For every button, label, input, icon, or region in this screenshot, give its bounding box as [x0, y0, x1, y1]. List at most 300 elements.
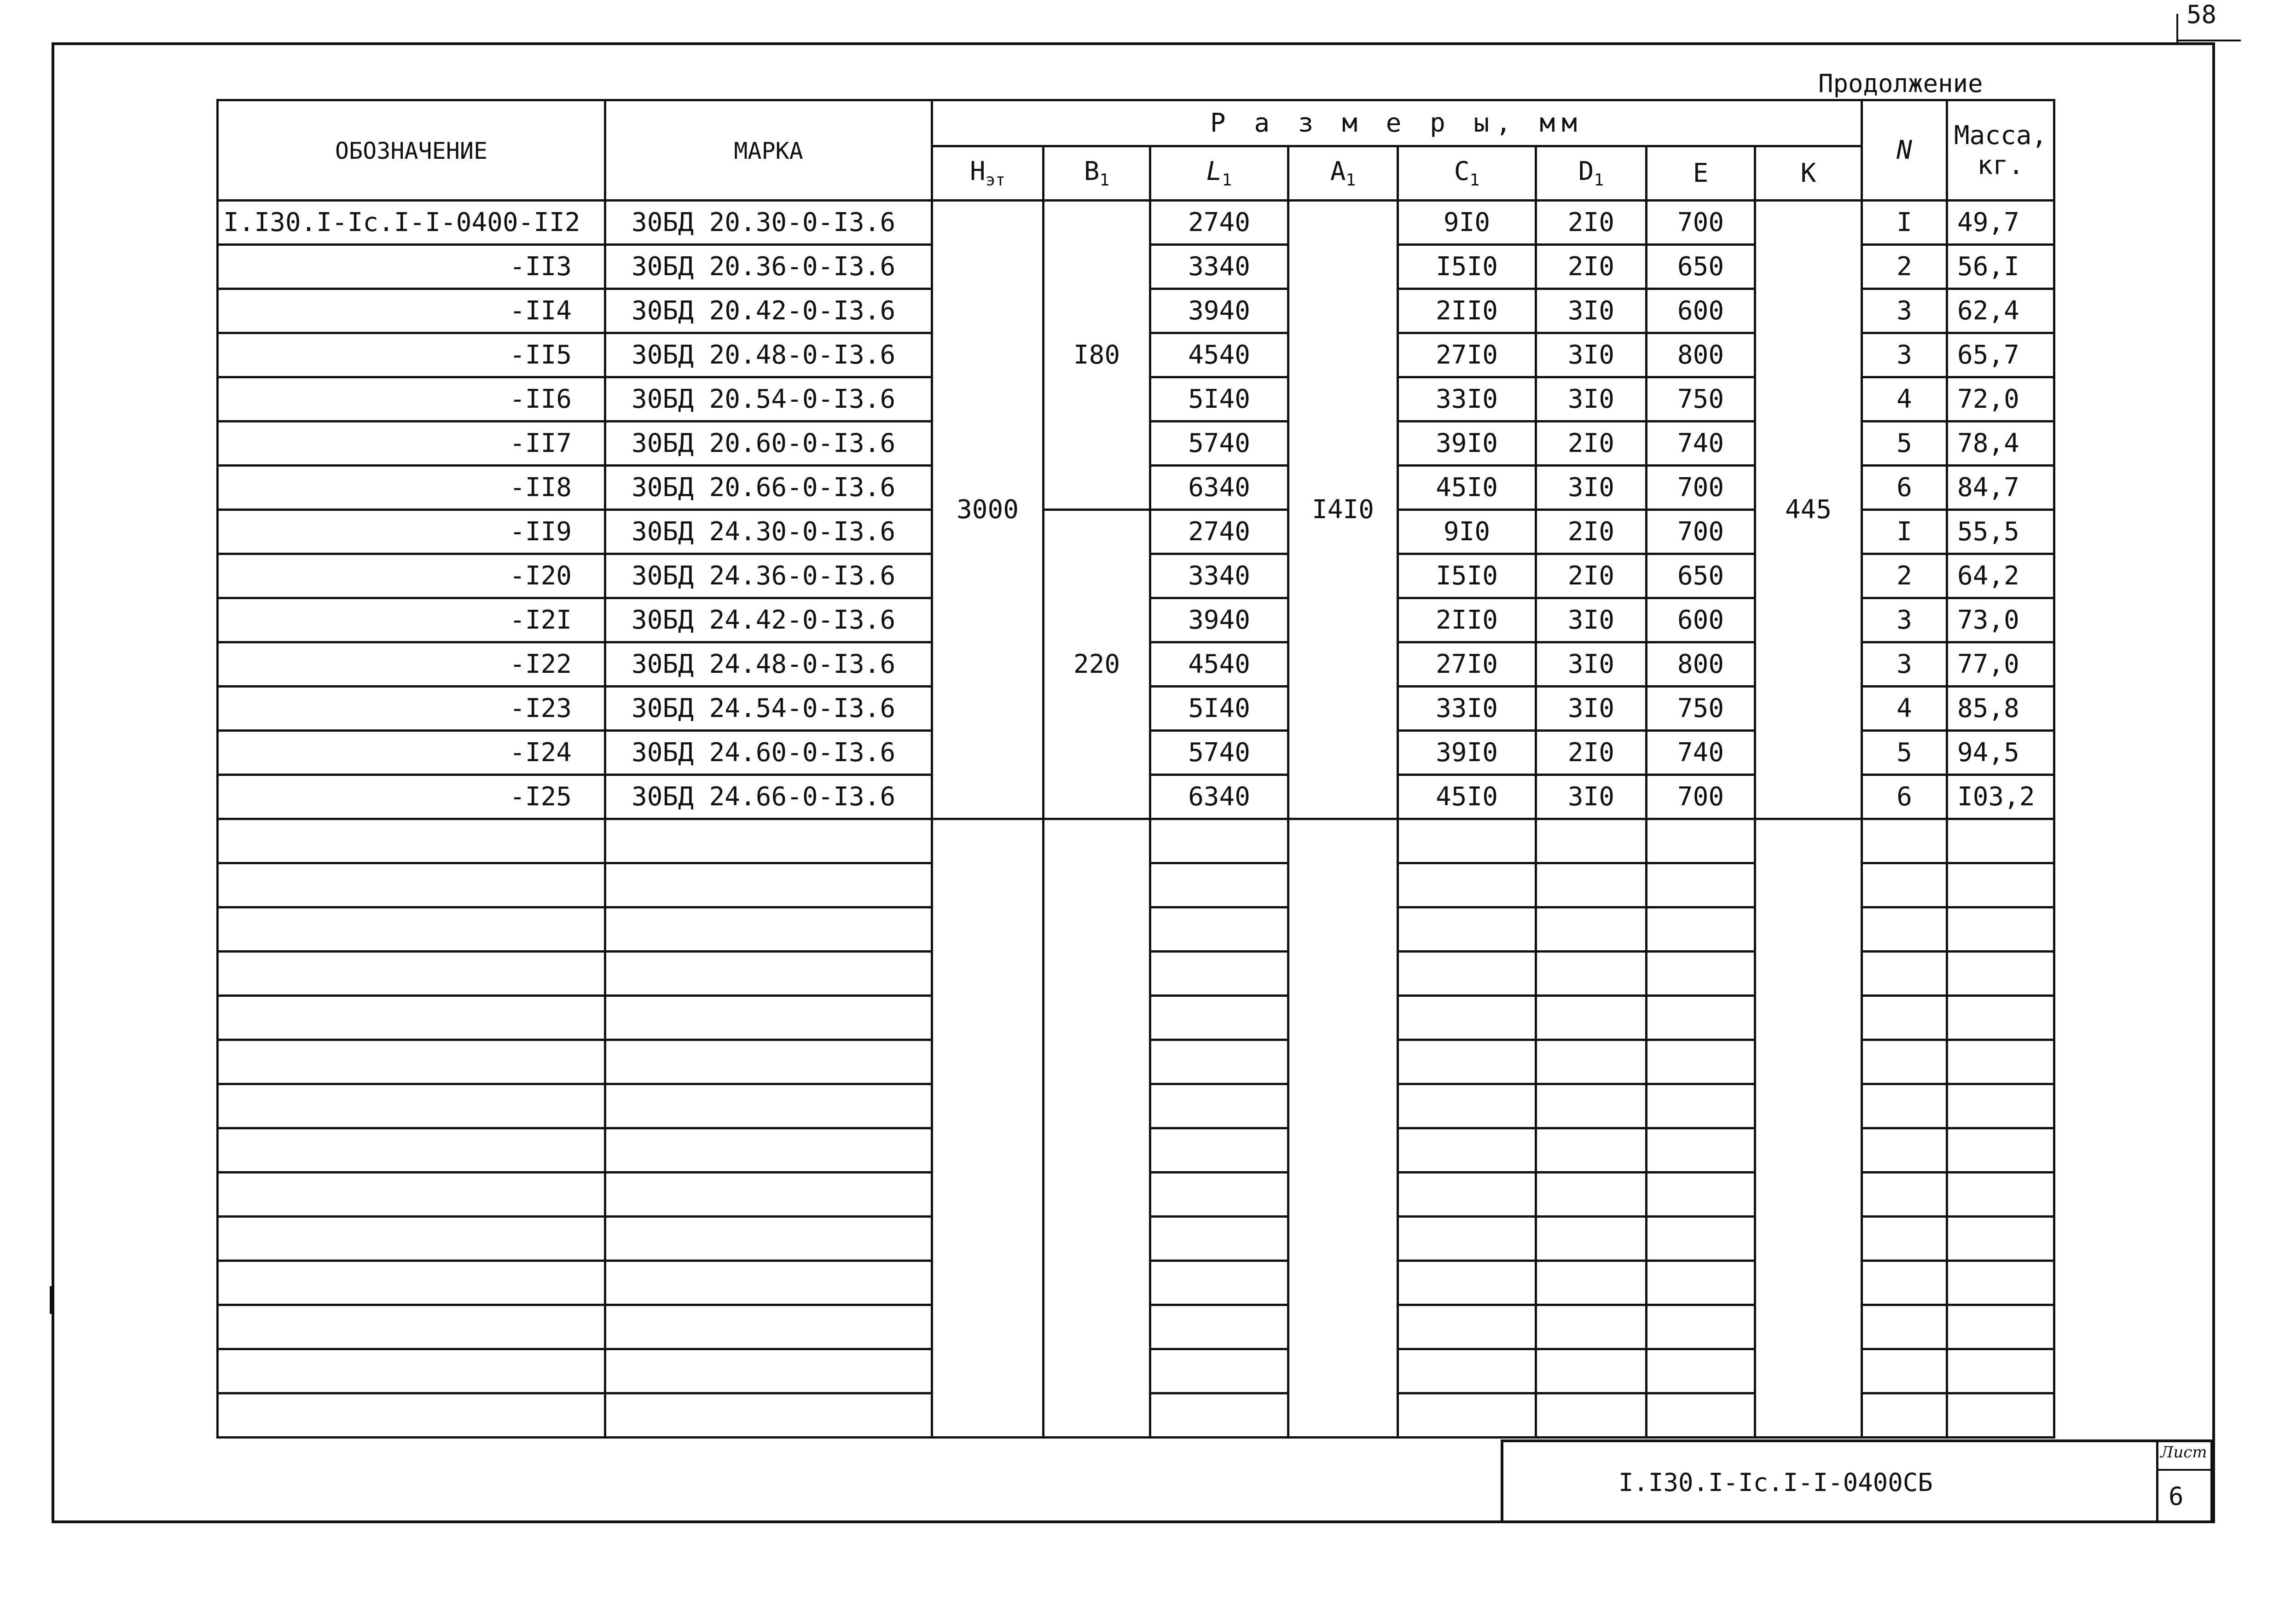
- empty-cell: [932, 996, 1044, 1040]
- header-mass: Масса, кг.: [1947, 100, 2054, 201]
- empty-cell: [1150, 1393, 1288, 1438]
- c1-cell: I5I0: [1398, 245, 1536, 289]
- n-cell: 5: [1862, 731, 1947, 775]
- empty-cell: [1647, 1217, 1755, 1261]
- empty-cell: [1755, 1305, 1862, 1349]
- n-cell: 3: [1862, 598, 1947, 642]
- e-cell: 700: [1647, 466, 1755, 510]
- empty-cell: [1044, 1040, 1150, 1084]
- empty-cell: [932, 1040, 1044, 1084]
- mass-cell: 78,4: [1947, 422, 2054, 466]
- mass-cell: 56,I: [1947, 245, 2054, 289]
- empty-cell: [1044, 1217, 1150, 1261]
- empty-table-row: [218, 1217, 2054, 1261]
- empty-cell: [218, 1040, 605, 1084]
- empty-cell: [1536, 1305, 1647, 1349]
- c1-cell: 33I0: [1398, 377, 1536, 422]
- document-code: I.I30.I-Ic.I-I-0400СБ: [1618, 1468, 1933, 1497]
- empty-cell: [1536, 1261, 1647, 1305]
- n-cell: 4: [1862, 687, 1947, 731]
- e-cell: 700: [1647, 510, 1755, 554]
- e-cell: 800: [1647, 642, 1755, 687]
- l1-cell: 6340: [1150, 466, 1288, 510]
- empty-cell: [1398, 1040, 1536, 1084]
- empty-cell: [218, 1128, 605, 1173]
- empty-cell: [1862, 819, 1947, 863]
- empty-cell: [1755, 863, 1862, 907]
- empty-cell: [1398, 1084, 1536, 1128]
- d1-cell: 3I0: [1536, 642, 1647, 687]
- mark-cell: 30БД 24.54-0-I3.6: [605, 687, 932, 731]
- d1-cell: 3I0: [1536, 775, 1647, 819]
- empty-cell: [605, 819, 932, 863]
- empty-cell: [1398, 952, 1536, 996]
- empty-cell: [1288, 996, 1398, 1040]
- mass-cell: 85,8: [1947, 687, 2054, 731]
- h-et-merged-cell: 3000: [932, 201, 1044, 819]
- empty-table-row: [218, 1305, 2054, 1349]
- empty-cell: [1755, 996, 1862, 1040]
- empty-cell: [1150, 863, 1288, 907]
- e-cell: 650: [1647, 554, 1755, 598]
- empty-cell: [932, 863, 1044, 907]
- mass-cell: 65,7: [1947, 333, 2054, 377]
- empty-cell: [1044, 1261, 1150, 1305]
- mark-cell: 30БД 24.66-0-I3.6: [605, 775, 932, 819]
- empty-table-row: [218, 1040, 2054, 1084]
- designation-cell: -II3: [218, 245, 605, 289]
- mass-cell: 64,2: [1947, 554, 2054, 598]
- mark-cell: 30БД 24.60-0-I3.6: [605, 731, 932, 775]
- designation-cell: I.I30.I-Ic.I-I-0400-II2: [218, 201, 605, 245]
- empty-cell: [218, 1305, 605, 1349]
- n-cell: 6: [1862, 466, 1947, 510]
- e-cell: 600: [1647, 289, 1755, 333]
- empty-cell: [1044, 952, 1150, 996]
- l1-cell: 5740: [1150, 731, 1288, 775]
- mass-cell: 55,5: [1947, 510, 2054, 554]
- empty-cell: [1647, 1173, 1755, 1217]
- specification-table: [216, 99, 2055, 1439]
- empty-cell: [605, 863, 932, 907]
- empty-cell: [1862, 1040, 1947, 1084]
- mark-cell: 30БД 20.48-0-I3.6: [605, 333, 932, 377]
- c1-cell: 45I0: [1398, 466, 1536, 510]
- mass-cell: 72,0: [1947, 377, 2054, 422]
- empty-cell: [1536, 952, 1647, 996]
- designation-cell: -I25: [218, 775, 605, 819]
- empty-cell: [605, 1261, 932, 1305]
- empty-cell: [1755, 907, 1862, 952]
- empty-cell: [932, 1217, 1044, 1261]
- e-cell: 700: [1647, 201, 1755, 245]
- empty-table-row: [218, 1349, 2054, 1393]
- empty-cell: [1044, 1305, 1150, 1349]
- empty-cell: [218, 1261, 605, 1305]
- empty-cell: [1755, 1084, 1862, 1128]
- b1-group1-cell: I80: [1044, 201, 1150, 510]
- designation-cell: -II8: [218, 466, 605, 510]
- frame-edge-mark: [50, 1286, 53, 1314]
- n-cell: 3: [1862, 333, 1947, 377]
- empty-cell: [932, 1084, 1044, 1128]
- mark-cell: 30БД 24.30-0-I3.6: [605, 510, 932, 554]
- empty-cell: [1862, 996, 1947, 1040]
- empty-table-row: [218, 1393, 2054, 1438]
- empty-cell: [605, 1393, 932, 1438]
- empty-cell: [1755, 1128, 1862, 1173]
- empty-cell: [1862, 1217, 1947, 1261]
- empty-cell: [1150, 1261, 1288, 1305]
- n-cell: 4: [1862, 377, 1947, 422]
- mass-cell: 73,0: [1947, 598, 2054, 642]
- d1-cell: 2I0: [1536, 245, 1647, 289]
- empty-cell: [932, 907, 1044, 952]
- mark-cell: 30БД 20.30-0-I3.6: [605, 201, 932, 245]
- empty-cell: [1398, 819, 1536, 863]
- sheet-number: 6: [2169, 1482, 2184, 1511]
- empty-cell: [1947, 819, 2054, 863]
- n-cell: 2: [1862, 245, 1947, 289]
- empty-cell: [1536, 1084, 1647, 1128]
- empty-cell: [932, 819, 1044, 863]
- empty-cell: [1647, 1040, 1755, 1084]
- n-cell: 3: [1862, 642, 1947, 687]
- empty-cell: [1947, 1084, 2054, 1128]
- e-cell: 700: [1647, 775, 1755, 819]
- empty-cell: [1536, 996, 1647, 1040]
- e-cell: 750: [1647, 687, 1755, 731]
- e-cell: 740: [1647, 422, 1755, 466]
- designation-cell: -I22: [218, 642, 605, 687]
- mark-cell: 30БД 20.54-0-I3.6: [605, 377, 932, 422]
- empty-cell: [1288, 1084, 1398, 1128]
- header-c1: $C_1$: [1398, 146, 1536, 201]
- empty-table-row: [218, 1173, 2054, 1217]
- sheet-cell: [2156, 1442, 2210, 1520]
- l1-cell: 4540: [1150, 642, 1288, 687]
- empty-cell: [1044, 1349, 1150, 1393]
- empty-cell: [1647, 1349, 1755, 1393]
- l1-cell: 5I40: [1150, 687, 1288, 731]
- empty-cell: [1398, 1217, 1536, 1261]
- mark-cell: 30БД 20.36-0-I3.6: [605, 245, 932, 289]
- mark-cell: 30БД 24.36-0-I3.6: [605, 554, 932, 598]
- empty-cell: [1862, 952, 1947, 996]
- empty-cell: [1755, 819, 1862, 863]
- designation-cell: -I23: [218, 687, 605, 731]
- b1-group2-cell: 220: [1044, 510, 1150, 819]
- empty-cell: [218, 907, 605, 952]
- empty-cell: [1288, 1128, 1398, 1173]
- empty-cell: [1150, 1040, 1288, 1084]
- empty-cell: [1647, 952, 1755, 996]
- empty-cell: [1288, 1040, 1398, 1084]
- empty-cell: [1536, 1217, 1647, 1261]
- continuation-label: Продолжение: [1818, 69, 1983, 98]
- empty-cell: [932, 1261, 1044, 1305]
- empty-cell: [1288, 1305, 1398, 1349]
- empty-cell: [1947, 952, 2054, 996]
- k-merged-cell: 445: [1755, 201, 1862, 819]
- empty-cell: [1755, 1173, 1862, 1217]
- c1-cell: 45I0: [1398, 775, 1536, 819]
- empty-cell: [1150, 952, 1288, 996]
- header-designation: ОБОЗНАЧЕНИЕ: [218, 100, 605, 201]
- header-b1: $B_1$: [1044, 146, 1150, 201]
- empty-cell: [605, 1349, 932, 1393]
- c1-cell: 39I0: [1398, 731, 1536, 775]
- empty-cell: [1044, 1173, 1150, 1217]
- empty-cell: [1398, 1173, 1536, 1217]
- empty-cell: [1044, 996, 1150, 1040]
- empty-cell: [1044, 863, 1150, 907]
- empty-cell: [1647, 863, 1755, 907]
- title-block: [1501, 1439, 2213, 1523]
- e-cell: 800: [1647, 333, 1755, 377]
- mass-cell: 62,4: [1947, 289, 2054, 333]
- c1-cell: 9I0: [1398, 201, 1536, 245]
- empty-cell: [1288, 1393, 1398, 1438]
- n-cell: 3: [1862, 289, 1947, 333]
- designation-cell: -II9: [218, 510, 605, 554]
- n-cell: 6: [1862, 775, 1947, 819]
- empty-cell: [1150, 1173, 1288, 1217]
- l1-cell: 3340: [1150, 554, 1288, 598]
- empty-table-row: [218, 819, 2054, 863]
- empty-cell: [1398, 996, 1536, 1040]
- l1-cell: 2740: [1150, 510, 1288, 554]
- empty-table-row: [218, 863, 2054, 907]
- empty-cell: [1862, 1084, 1947, 1128]
- d1-cell: 2I0: [1536, 201, 1647, 245]
- empty-cell: [932, 1128, 1044, 1173]
- e-cell: 650: [1647, 245, 1755, 289]
- empty-cell: [1536, 819, 1647, 863]
- empty-cell: [1862, 1349, 1947, 1393]
- l1-cell: 3340: [1150, 245, 1288, 289]
- empty-cell: [1398, 907, 1536, 952]
- empty-cell: [1947, 996, 2054, 1040]
- empty-cell: [1398, 1305, 1536, 1349]
- n-cell: 2: [1862, 554, 1947, 598]
- d1-cell: 2I0: [1536, 422, 1647, 466]
- empty-cell: [1288, 907, 1398, 952]
- empty-table-row: [218, 1261, 2054, 1305]
- header-n: N: [1862, 100, 1947, 201]
- designation-cell: -II6: [218, 377, 605, 422]
- empty-cell: [1150, 1217, 1288, 1261]
- empty-cell: [1947, 1217, 2054, 1261]
- empty-cell: [1947, 1040, 2054, 1084]
- empty-cell: [605, 1040, 932, 1084]
- designation-cell: -I24: [218, 731, 605, 775]
- empty-cell: [1862, 907, 1947, 952]
- page-corner-mark-horizontal: [2176, 40, 2241, 41]
- empty-cell: [1288, 1173, 1398, 1217]
- c1-cell: 2II0: [1398, 598, 1536, 642]
- empty-cell: [1647, 1393, 1755, 1438]
- d1-cell: 2I0: [1536, 510, 1647, 554]
- empty-cell: [1398, 863, 1536, 907]
- empty-cell: [1288, 819, 1398, 863]
- empty-cell: [1150, 1128, 1288, 1173]
- empty-cell: [1044, 1084, 1150, 1128]
- empty-cell: [1947, 1128, 2054, 1173]
- header-mark: МАРКА: [605, 100, 932, 201]
- empty-cell: [1536, 1128, 1647, 1173]
- empty-cell: [1150, 1305, 1288, 1349]
- empty-cell: [932, 1393, 1044, 1438]
- n-cell: I: [1862, 201, 1947, 245]
- d1-cell: 2I0: [1536, 731, 1647, 775]
- d1-cell: 3I0: [1536, 466, 1647, 510]
- empty-table-row: [218, 907, 2054, 952]
- c1-cell: 2II0: [1398, 289, 1536, 333]
- designation-cell: -I2I: [218, 598, 605, 642]
- designation-cell: -II5: [218, 333, 605, 377]
- empty-cell: [605, 1173, 932, 1217]
- d1-cell: 3I0: [1536, 598, 1647, 642]
- n-cell: 5: [1862, 422, 1947, 466]
- sheet-label: Лист: [2160, 1443, 2207, 1462]
- header-e: E: [1647, 146, 1755, 201]
- empty-cell: [218, 819, 605, 863]
- empty-cell: [605, 1128, 932, 1173]
- l1-cell: 3940: [1150, 289, 1288, 333]
- d1-cell: 2I0: [1536, 554, 1647, 598]
- header-a1: $A_1$: [1288, 146, 1398, 201]
- c1-cell: I5I0: [1398, 554, 1536, 598]
- empty-cell: [1755, 1261, 1862, 1305]
- empty-table-row: [218, 1128, 2054, 1173]
- empty-cell: [1044, 1128, 1150, 1173]
- c1-cell: 39I0: [1398, 422, 1536, 466]
- designation-cell: -II7: [218, 422, 605, 466]
- empty-cell: [218, 1084, 605, 1128]
- designation-cell: -II4: [218, 289, 605, 333]
- empty-cell: [605, 952, 932, 996]
- header-sizes-group: Р а з м е р ы, мм: [932, 100, 1862, 146]
- mark-cell: 30БД 24.48-0-I3.6: [605, 642, 932, 687]
- empty-cell: [932, 1349, 1044, 1393]
- n-cell: I: [1862, 510, 1947, 554]
- empty-cell: [1398, 1349, 1536, 1393]
- header-l1: $L_1$: [1150, 146, 1288, 201]
- empty-cell: [1755, 952, 1862, 996]
- header-h-et: $H_{эт}$: [932, 146, 1044, 201]
- empty-cell: [1150, 1349, 1288, 1393]
- empty-cell: [605, 1305, 932, 1349]
- empty-table-row: [218, 1084, 2054, 1128]
- empty-cell: [1755, 1217, 1862, 1261]
- l1-cell: 2740: [1150, 201, 1288, 245]
- empty-cell: [932, 1173, 1044, 1217]
- empty-cell: [1947, 1349, 2054, 1393]
- c1-cell: 27I0: [1398, 642, 1536, 687]
- e-cell: 740: [1647, 731, 1755, 775]
- designation-cell: -I20: [218, 554, 605, 598]
- empty-cell: [605, 1217, 932, 1261]
- empty-cell: [1150, 996, 1288, 1040]
- empty-cell: [1288, 1217, 1398, 1261]
- page-corner-mark: [2176, 14, 2178, 42]
- empty-cell: [1536, 907, 1647, 952]
- empty-cell: [1288, 1349, 1398, 1393]
- empty-cell: [1755, 1393, 1862, 1438]
- e-cell: 750: [1647, 377, 1755, 422]
- page-number: 58: [2187, 0, 2217, 29]
- empty-cell: [218, 1349, 605, 1393]
- empty-cell: [1647, 1128, 1755, 1173]
- mass-cell: 77,0: [1947, 642, 2054, 687]
- mark-cell: 30БД 20.42-0-I3.6: [605, 289, 932, 333]
- empty-cell: [1044, 1393, 1150, 1438]
- empty-table-row: [218, 996, 2054, 1040]
- mass-cell: 84,7: [1947, 466, 2054, 510]
- e-cell: 600: [1647, 598, 1755, 642]
- c1-cell: 9I0: [1398, 510, 1536, 554]
- empty-cell: [605, 907, 932, 952]
- empty-cell: [1862, 1393, 1947, 1438]
- empty-cell: [1947, 863, 2054, 907]
- d1-cell: 3I0: [1536, 289, 1647, 333]
- empty-cell: [1536, 863, 1647, 907]
- empty-cell: [1862, 1305, 1947, 1349]
- empty-cell: [605, 1084, 932, 1128]
- empty-cell: [1947, 907, 2054, 952]
- empty-cell: [1398, 1128, 1536, 1173]
- empty-cell: [1536, 1173, 1647, 1217]
- l1-cell: 5740: [1150, 422, 1288, 466]
- empty-cell: [1647, 907, 1755, 952]
- empty-cell: [932, 952, 1044, 996]
- empty-cell: [1536, 1349, 1647, 1393]
- mass-cell: I03,2: [1947, 775, 2054, 819]
- mass-cell: 94,5: [1947, 731, 2054, 775]
- empty-cell: [1288, 863, 1398, 907]
- l1-cell: 6340: [1150, 775, 1288, 819]
- header-d1: $D_1$: [1536, 146, 1647, 201]
- empty-cell: [1044, 819, 1150, 863]
- empty-cell: [218, 1217, 605, 1261]
- empty-cell: [1150, 907, 1288, 952]
- d1-cell: 3I0: [1536, 333, 1647, 377]
- l1-cell: 3940: [1150, 598, 1288, 642]
- l1-cell: 4540: [1150, 333, 1288, 377]
- empty-cell: [218, 1393, 605, 1438]
- empty-cell: [1647, 1305, 1755, 1349]
- l1-cell: 5I40: [1150, 377, 1288, 422]
- empty-cell: [1647, 1261, 1755, 1305]
- empty-table-row: [218, 952, 2054, 996]
- empty-cell: [1536, 1040, 1647, 1084]
- empty-cell: [1398, 1393, 1536, 1438]
- empty-cell: [1647, 996, 1755, 1040]
- d1-cell: 3I0: [1536, 377, 1647, 422]
- table-row: [218, 201, 2054, 245]
- empty-cell: [1947, 1393, 2054, 1438]
- empty-cell: [218, 1173, 605, 1217]
- empty-cell: [1150, 819, 1288, 863]
- empty-cell: [1044, 907, 1150, 952]
- empty-cell: [1755, 1349, 1862, 1393]
- header-k: K: [1755, 146, 1862, 201]
- empty-cell: [218, 863, 605, 907]
- empty-cell: [1947, 1173, 2054, 1217]
- empty-cell: [218, 996, 605, 1040]
- empty-cell: [1862, 1128, 1947, 1173]
